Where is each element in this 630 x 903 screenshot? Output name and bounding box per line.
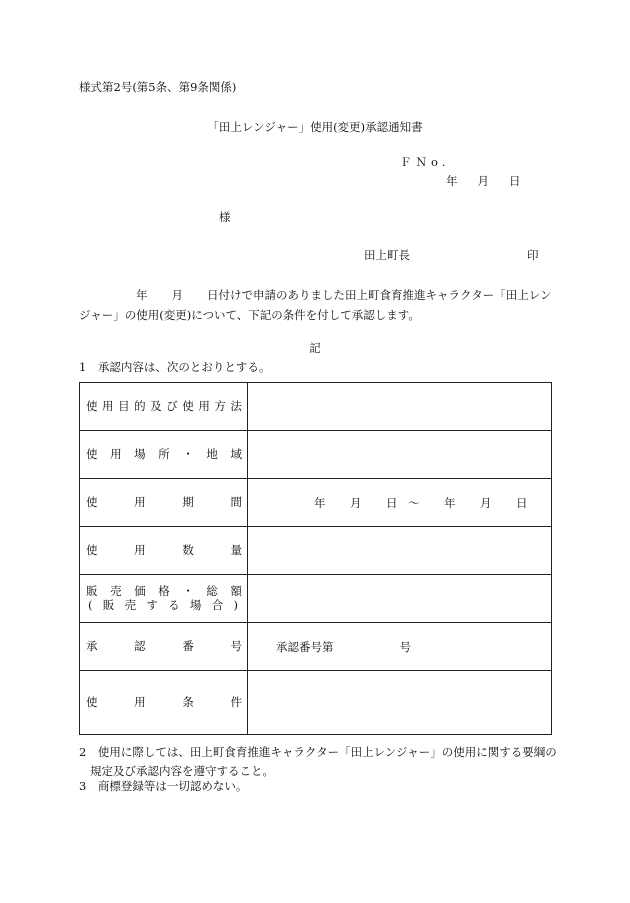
item-2: 2 使用に際しては、田上町食育推進キャラクター「田上レンジャー」の使用に関する要綱の規定及び承認内容を遵守すること。 bbox=[79, 745, 557, 778]
row-conditions bbox=[80, 671, 552, 735]
item-3: 3 商標登録等は一切認めない。 bbox=[79, 779, 248, 793]
value-place bbox=[248, 431, 552, 479]
value-quantity bbox=[248, 527, 552, 575]
label-char: 地 bbox=[206, 446, 218, 461]
label-char: 格 bbox=[158, 583, 170, 598]
issue-month: 月 bbox=[477, 174, 489, 188]
period-tilde: ～ bbox=[408, 495, 420, 510]
label-char: 量 bbox=[230, 542, 242, 557]
label-char: 用 bbox=[134, 694, 146, 709]
label-char: 認 bbox=[134, 638, 146, 653]
label-char: 用 bbox=[102, 398, 114, 413]
label-approval-number bbox=[80, 623, 248, 671]
value-price bbox=[248, 575, 552, 623]
approval-number-prefix: 承認番号第 bbox=[276, 639, 334, 654]
row-approval-number bbox=[80, 623, 552, 671]
value-conditions bbox=[248, 671, 552, 735]
label-period bbox=[80, 479, 248, 527]
ki-heading: 記 bbox=[309, 341, 321, 355]
label-char: 用 bbox=[198, 398, 210, 413]
label-place bbox=[80, 431, 248, 479]
label-char: 額 bbox=[230, 583, 242, 598]
label-purpose bbox=[80, 383, 248, 431]
recipient-suffix: 様 bbox=[219, 210, 231, 224]
label-char: び bbox=[166, 398, 178, 413]
period-day-end: 日 bbox=[516, 495, 528, 510]
period-year-start: 年 bbox=[314, 495, 326, 510]
row-place bbox=[80, 431, 552, 479]
label-char: 用 bbox=[134, 494, 146, 509]
label-char: 使 bbox=[86, 494, 98, 509]
issue-date bbox=[446, 176, 521, 188]
mayor-title: 田上町長 bbox=[364, 248, 410, 262]
document-number: ＦＮo. bbox=[400, 155, 450, 169]
row-price bbox=[80, 575, 552, 623]
label-char: ) bbox=[233, 597, 238, 612]
label-char: す bbox=[146, 597, 158, 612]
label-char: 使 bbox=[86, 542, 98, 557]
label-char: 使 bbox=[86, 446, 98, 461]
label-char: 売 bbox=[124, 597, 137, 612]
row-period bbox=[80, 479, 552, 527]
label-char: 場 bbox=[189, 597, 202, 612]
label-char: 件 bbox=[230, 694, 242, 709]
body-month: 月 bbox=[171, 288, 183, 302]
period-day-start: 日 bbox=[386, 495, 398, 510]
approval-table bbox=[79, 382, 552, 735]
row-purpose bbox=[80, 383, 552, 431]
label-char: 目 bbox=[118, 398, 130, 413]
value-purpose bbox=[248, 383, 552, 431]
label-char: 売 bbox=[110, 583, 122, 598]
label-char: 価 bbox=[134, 583, 146, 598]
label-char: 条 bbox=[182, 694, 194, 709]
issue-year: 年 bbox=[446, 174, 458, 188]
label-conditions bbox=[80, 671, 248, 735]
label-char: 承 bbox=[86, 638, 98, 653]
period-year-end: 年 bbox=[444, 495, 456, 510]
label-char: 販 bbox=[86, 583, 98, 598]
issue-day: 日 bbox=[509, 174, 521, 188]
period-month-end: 月 bbox=[480, 495, 492, 510]
approval-number-suffix: 号 bbox=[399, 639, 411, 654]
label-char: 番 bbox=[182, 638, 194, 653]
label-char: 数 bbox=[182, 542, 194, 557]
label-char: ( bbox=[88, 597, 93, 612]
label-char: 期 bbox=[182, 494, 194, 509]
item-1: 1 承認内容は、次のとおりとする。 bbox=[79, 360, 271, 374]
label-char: 使 bbox=[86, 398, 98, 413]
label-char: 場 bbox=[134, 446, 146, 461]
period-month-start: 月 bbox=[350, 495, 362, 510]
label-char: 使 bbox=[86, 694, 98, 709]
label-char: 総 bbox=[206, 583, 218, 598]
label-char: る bbox=[168, 597, 180, 612]
label-char: 及 bbox=[150, 398, 162, 413]
value-period bbox=[248, 479, 552, 527]
body-year: 年 bbox=[136, 288, 148, 302]
label-char: 号 bbox=[230, 638, 242, 653]
seal-mark: 印 bbox=[527, 248, 539, 262]
body-paragraph bbox=[79, 285, 553, 325]
label-char: 用 bbox=[134, 542, 146, 557]
value-approval-number bbox=[248, 623, 552, 671]
label-char: 用 bbox=[110, 446, 122, 461]
label-char: 間 bbox=[230, 494, 242, 509]
label-price bbox=[80, 575, 248, 623]
label-char: ・ bbox=[182, 446, 194, 461]
label-char: 販 bbox=[102, 597, 115, 612]
label-char: 法 bbox=[230, 398, 242, 413]
label-char: 所 bbox=[158, 446, 170, 461]
row-quantity bbox=[80, 527, 552, 575]
label-char: 方 bbox=[214, 398, 226, 413]
body-text: 日付けで申請のありました田上町食育推進キャラクター「田上レンジャー」の使用(変更)について、下記の条件を付して承認します。 bbox=[79, 288, 552, 322]
form-number: 様式第2号(第5条、第9条関係) bbox=[79, 80, 237, 94]
document-title: 「田上レンジャー」使用(変更)承認通知書 bbox=[207, 120, 423, 134]
label-quantity bbox=[80, 527, 248, 575]
label-char: 合 bbox=[211, 597, 224, 612]
label-char: 域 bbox=[230, 446, 242, 461]
label-char: 使 bbox=[182, 398, 194, 413]
label-char: 的 bbox=[134, 398, 146, 413]
label-char: ・ bbox=[182, 583, 194, 598]
